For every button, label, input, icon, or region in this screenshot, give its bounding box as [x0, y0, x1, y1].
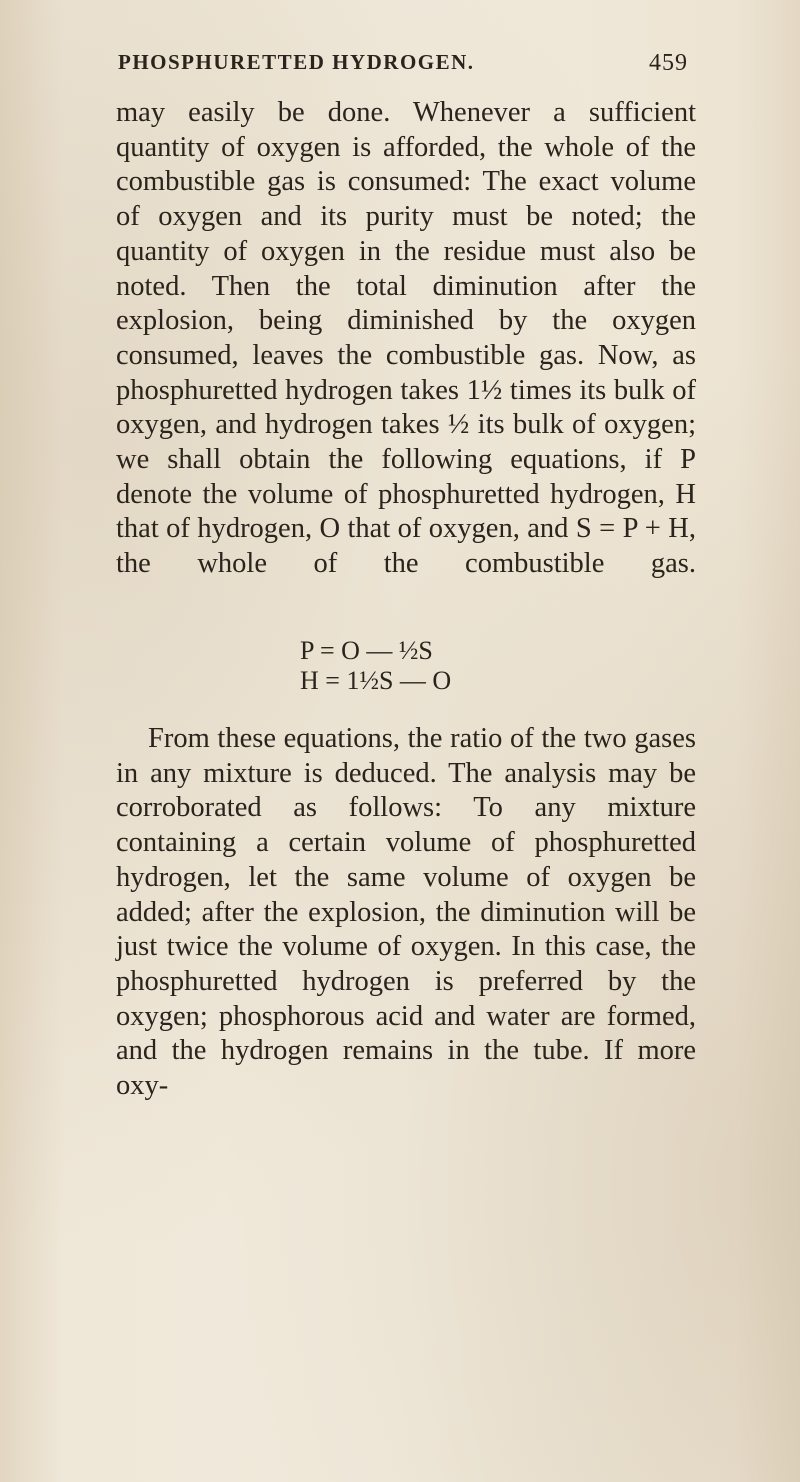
- equation-hydrogen: H = 1½S — O: [300, 666, 452, 695]
- paragraph-2: From these equations, the ratio of the two gases in any mixture is deduced. The analysis may be corroborated as follows: To any mixture containing a certain volume of phosphuretted hydrogen, let the same volume of oxygen be added; after the explosion, the diminution will be just twice the volume of oxygen. In this case, the phosphuretted hydrogen is preferred by the oxygen; phosphorous acid and water are formed, and the hydrogen remains in the tube. If more oxy-: [116, 723, 696, 1102]
- page-number: 459: [649, 50, 688, 76]
- page-header: [118, 50, 688, 84]
- paragraph-1: may easily be done. Whenever a sufficient quantity of oxygen is afforded, the whole of the combustible gas is consumed: The exact volume of oxygen and its purity must be noted; the quantity of oxygen in the residue must also be noted. Then the total diminution after the explosion, being diminished by the oxygen consumed, leaves the combustible gas. Now, as phosphuretted hydrogen takes 1½ times its bulk of oxygen, and hydrogen takes ½ its bulk of oxygen; we shall obtain the following equations, if P denote the volume of phosphuretted hydrogen, H that of hydrogen, O that of oxygen, and S = P + H, the whole of the combustible gas.: [116, 97, 696, 580]
- equation-phosphuretted-hydrogen: P = O — ½S: [300, 636, 433, 665]
- running-head: PHOSPHURETTED HYDROGEN.: [118, 50, 475, 74]
